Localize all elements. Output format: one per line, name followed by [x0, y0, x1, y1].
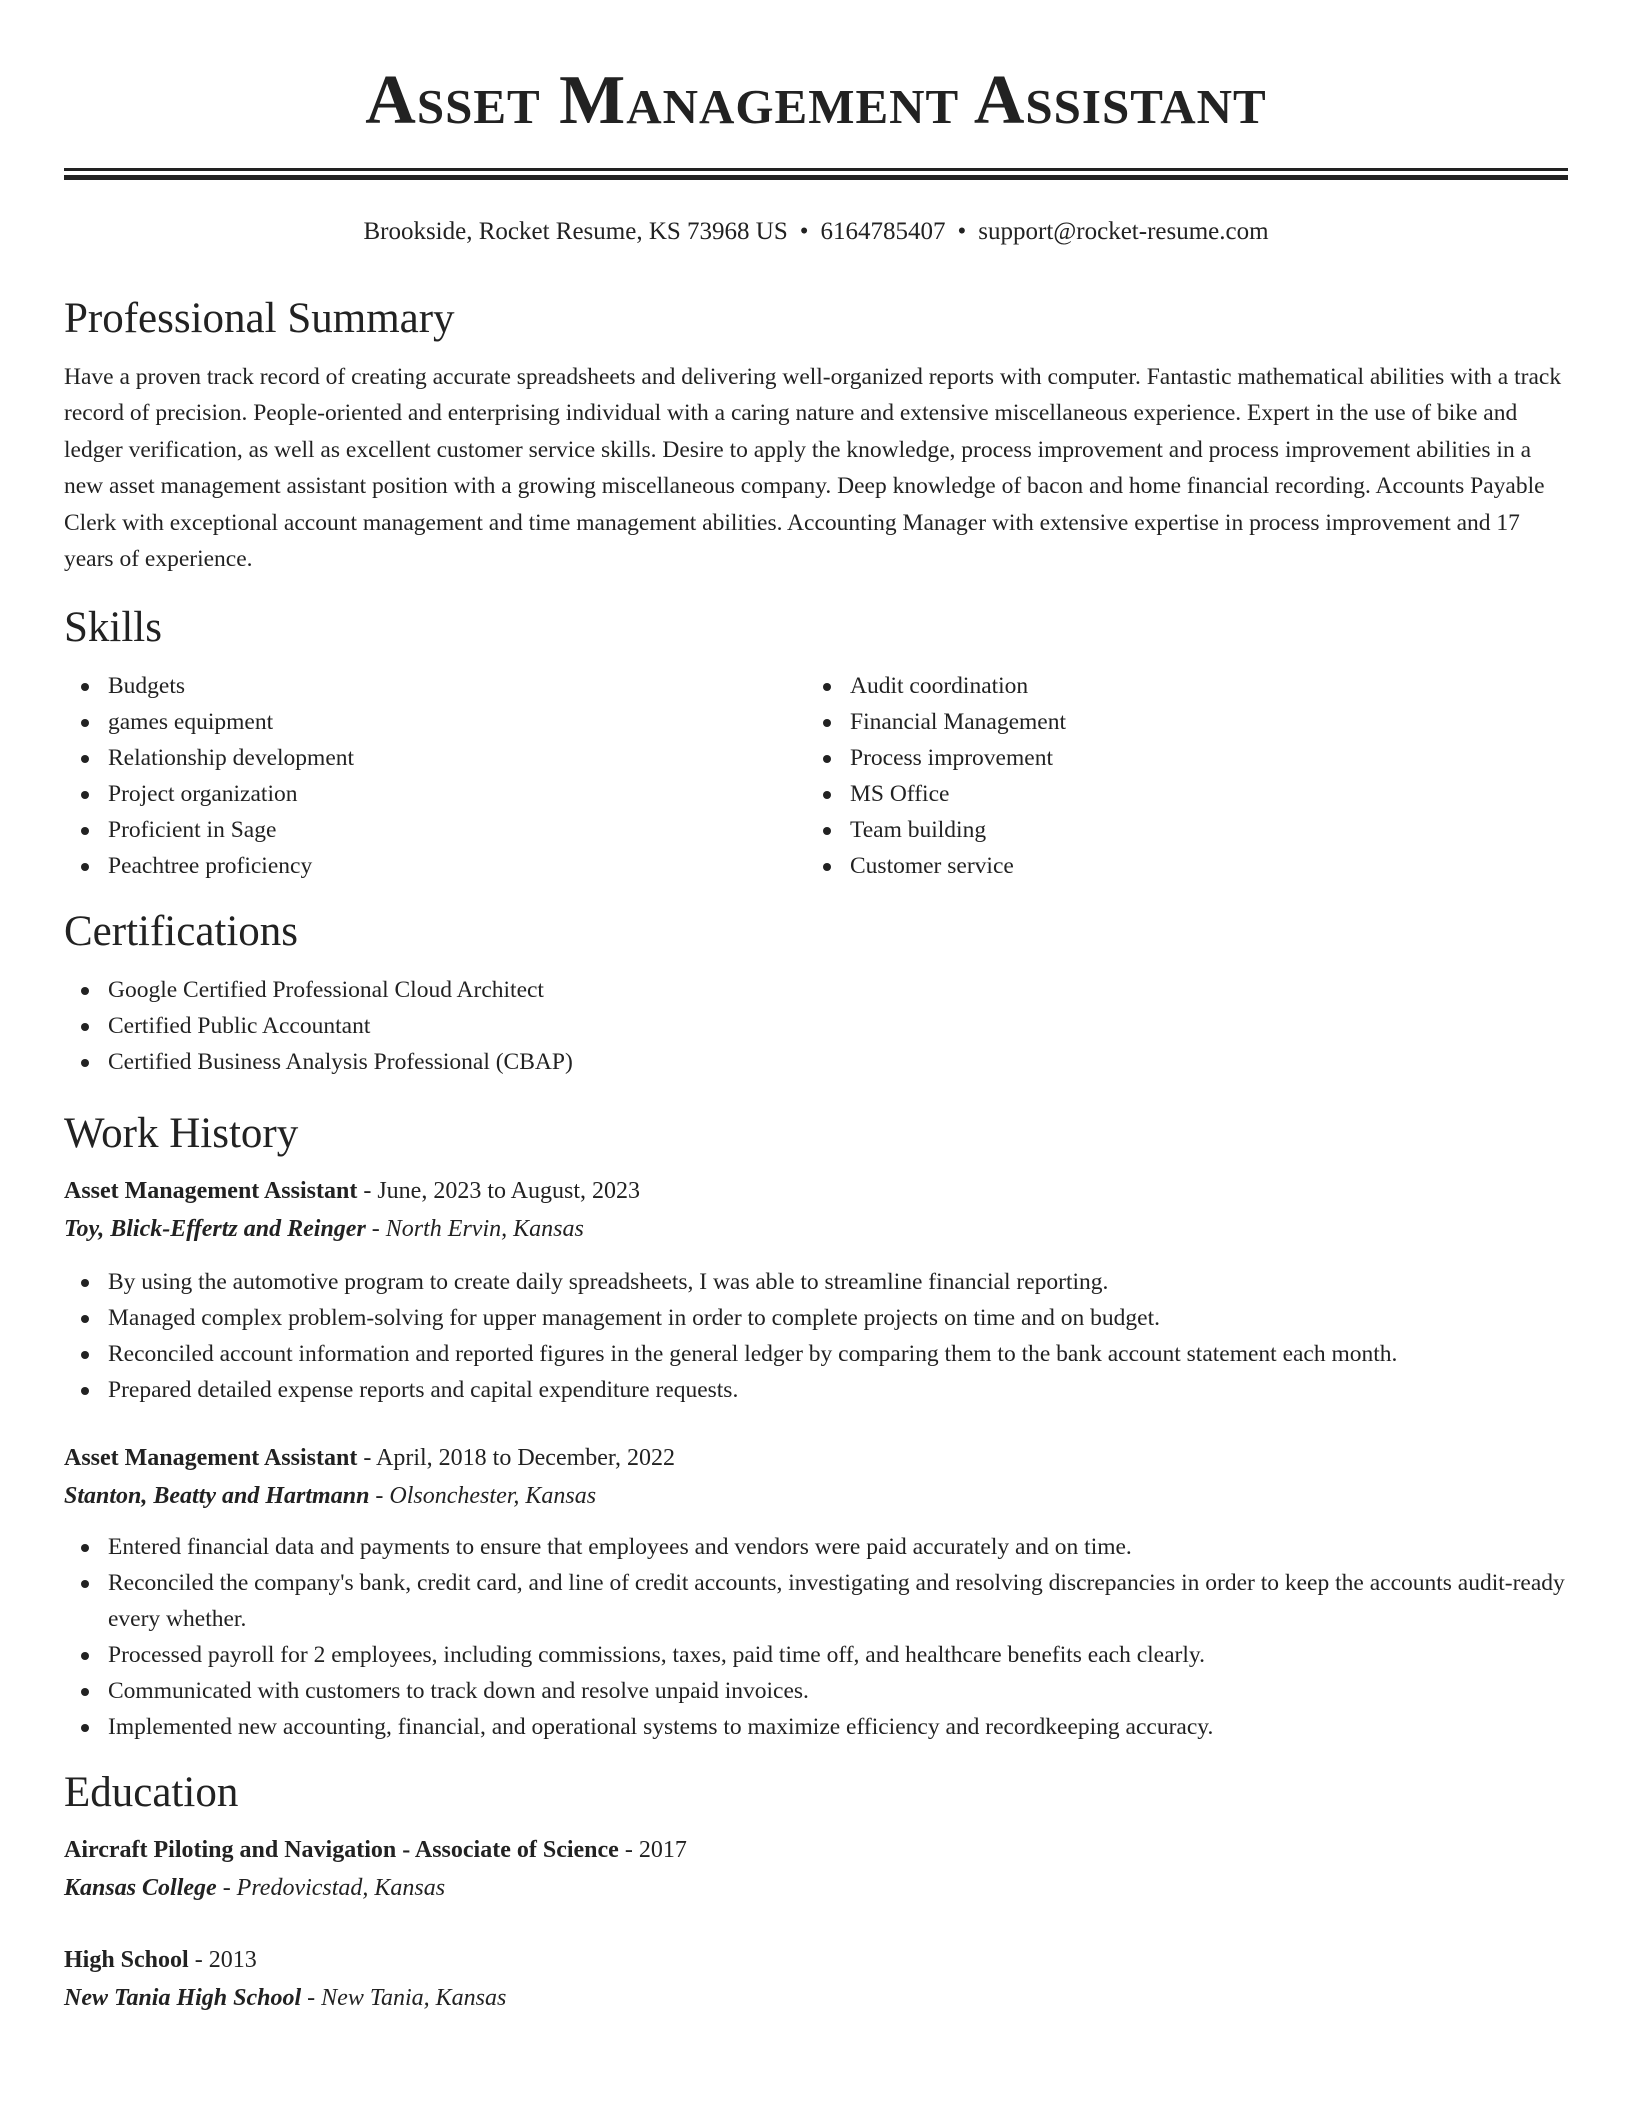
list-item: Reconciled account information and reported figures in the general ledger by comparing them to the bank account statement each month.: [64, 1336, 1568, 1372]
job-company: Stanton, Beatty and Hartmann: [64, 1483, 370, 1510]
list-item: Proficient in Sage: [64, 812, 806, 848]
degree-name: High School: [64, 1947, 189, 1974]
list-item: By using the automotive program to create daily spreadsheets, I was able to streamline financial reporting.: [64, 1264, 1568, 1300]
job-entry: [64, 1439, 1568, 1745]
list-item: Audit coordination: [806, 668, 1548, 704]
school-line: [64, 1979, 1568, 2017]
degree-line: [64, 1941, 1568, 1979]
education-entry: [64, 1831, 1568, 1907]
skills-list-left: [64, 668, 806, 884]
list-item: Google Certified Professional Cloud Architect: [64, 972, 1568, 1008]
degree-year: - 2013: [188, 1947, 257, 1974]
job-company: Toy, Blick-Effertz and Reinger: [64, 1216, 366, 1243]
list-item: Communicated with customers to track down and resolve unpaid invoices.: [64, 1673, 1568, 1709]
job-title-line: [64, 1172, 1568, 1210]
education-entry: [64, 1941, 1568, 2017]
contact-separator: •: [957, 218, 967, 245]
title-divider-thick: [64, 175, 1568, 180]
skills-heading: Skills: [64, 604, 162, 652]
list-item: games equipment: [64, 704, 806, 740]
job-company-line: [64, 1477, 1568, 1515]
contact-separator: •: [799, 218, 809, 245]
degree-line: [64, 1831, 1568, 1869]
list-item: Certified Business Analysis Professional (CBAP): [64, 1044, 1568, 1080]
list-item: Relationship development: [64, 740, 806, 776]
list-item: Financial Management: [806, 704, 1548, 740]
list-item: Process improvement: [806, 740, 1548, 776]
job-role: Asset Management Assistant: [64, 1445, 358, 1472]
education-heading: Education: [64, 1769, 239, 1817]
list-item: Processed payroll for 2 employees, including commissions, taxes, paid time off, and healthcare benefits each clearly.: [64, 1637, 1568, 1673]
job-company-line: [64, 1210, 1568, 1248]
list-item: Budgets: [64, 668, 806, 704]
school-location: - New Tania, Kansas: [301, 1985, 507, 2012]
job-bullets: [64, 1529, 1568, 1745]
list-item: Prepared detailed expense reports and capital expenditure requests.: [64, 1372, 1568, 1408]
school-name: Kansas College: [64, 1875, 217, 1902]
list-item: Certified Public Accountant: [64, 1008, 1568, 1044]
contact-phone: 6164785407: [820, 218, 946, 245]
resume-title: Asset Management Assistant: [365, 62, 1267, 139]
degree-name: Aircraft Piloting and Navigation - Associate of Science: [64, 1837, 619, 1864]
contact-line: [64, 216, 1568, 248]
contact-address: Brookside, Rocket Resume, KS 73968 US: [363, 218, 788, 245]
list-item: MS Office: [806, 776, 1548, 812]
degree-year: - 2017: [618, 1837, 687, 1864]
job-dates: - June, 2023 to August, 2023: [357, 1178, 640, 1205]
list-item: Managed complex problem-solving for upper management in order to complete projects on time and on budget.: [64, 1300, 1568, 1336]
title-divider-thin: [64, 168, 1568, 171]
list-item: Implemented new accounting, financial, and operational systems to maximize efficiency and recordkeeping accuracy.: [64, 1709, 1568, 1745]
school-line: [64, 1869, 1568, 1907]
job-bullets: [64, 1264, 1568, 1408]
list-item: Reconciled the company's bank, credit card, and line of credit accounts, investigating and resolving discrepancies in order to keep the accounts audit-ready every whether.: [64, 1565, 1568, 1637]
work-history-heading: Work History: [64, 1110, 299, 1158]
school-name: New Tania High School: [64, 1985, 302, 2012]
school-location: - Predovicstad, Kansas: [216, 1875, 446, 1902]
summary-text: Have a proven track record of creating accurate spreadsheets and delivering well-organized reports with computer. Fantastic mathematical abilities with a track record of precision. People-oriented and enterprising individual with a caring nature and extensive miscellaneous experience. Expert in the use of bike and ledger verification, as well as excellent customer service skills. Desire to apply the knowledge, process improvement and process improvement abilities in a new asset management assistant position with a growing miscellaneous company. Deep knowledge of bacon and home financial recording. Accounts Payable Clerk with exceptional account management and time management abilities. Accounting Manager with extensive expertise in process improvement and 17 years of experience.: [64, 364, 1562, 573]
list-item: Customer service: [806, 848, 1548, 884]
job-entry: [64, 1172, 1568, 1408]
job-location: - North Ervin, Kansas: [365, 1216, 584, 1243]
summary-heading: Professional Summary: [64, 295, 455, 342]
job-role: Asset Management Assistant: [64, 1178, 358, 1205]
contact-email[interactable]: support@rocket-resume.com: [978, 218, 1269, 245]
job-location: - Olsonchester, Kansas: [369, 1483, 597, 1510]
list-item: Entered financial data and payments to ensure that employees and vendors were paid accurately and on time.: [64, 1529, 1568, 1565]
list-item: Project organization: [64, 776, 806, 812]
certifications-heading: Certifications: [64, 908, 299, 956]
job-title-line: [64, 1439, 1568, 1477]
certifications-list: [64, 972, 1568, 1080]
resume-page: [64, 0, 1568, 2017]
list-item: Peachtree proficiency: [64, 848, 806, 884]
list-item: Team building: [806, 812, 1548, 848]
job-dates: - April, 2018 to December, 2022: [357, 1445, 675, 1472]
skills-grid: [64, 668, 1568, 884]
skills-list-right: [806, 668, 1548, 884]
